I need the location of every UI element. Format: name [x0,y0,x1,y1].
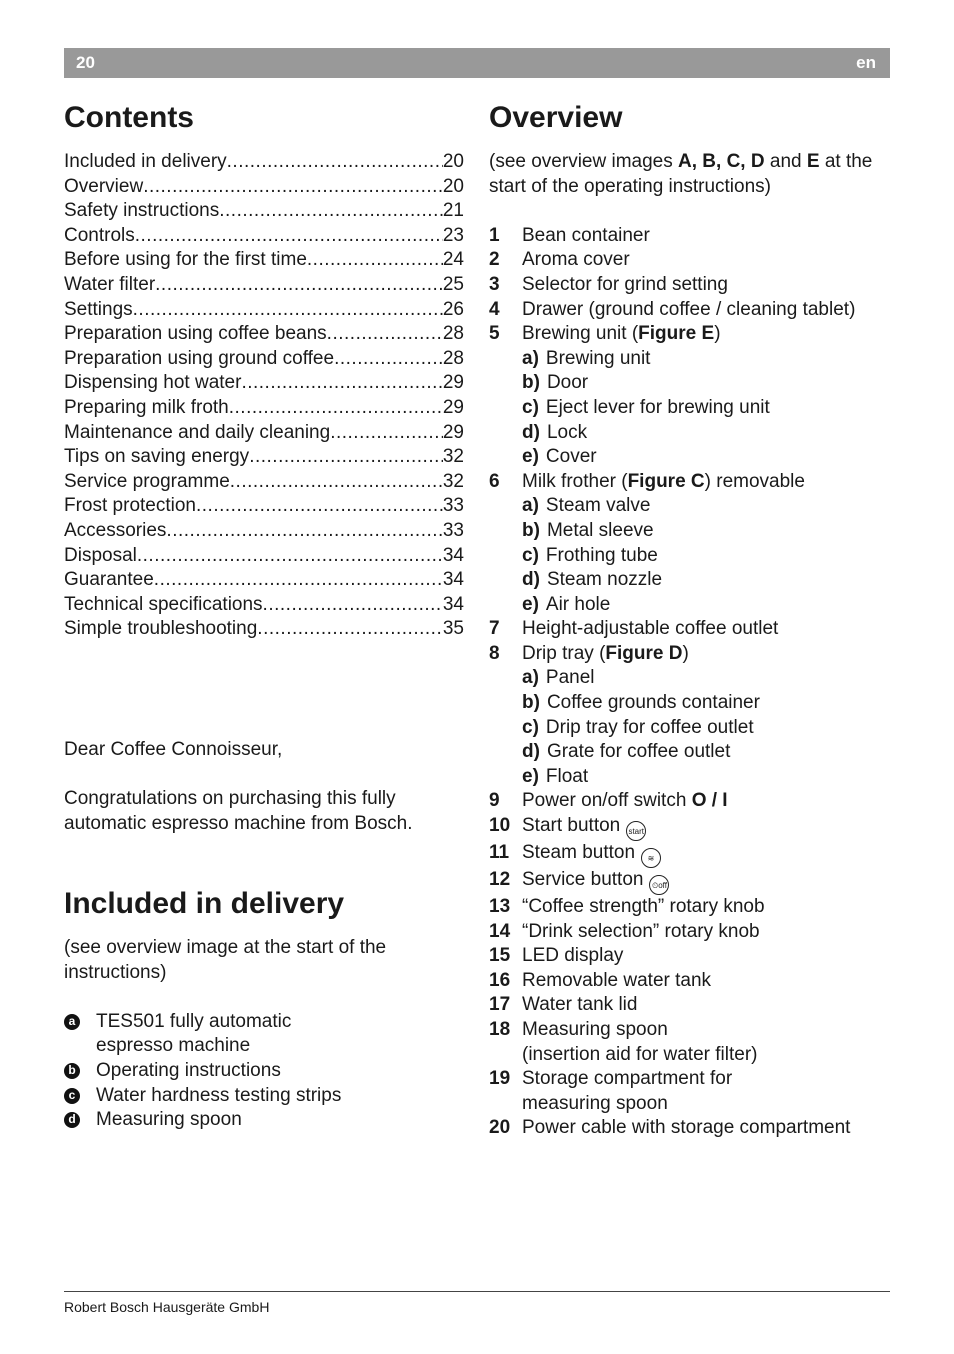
overview-item-label: Height-adjustable coffee outlet [522,618,779,640]
toc-entry [64,519,464,544]
toc-entry-title: Settings [64,298,133,320]
overview-item-label: Selector for grind setting [522,273,728,295]
toc-entry-page: 25 [442,273,464,295]
overview-item-label: Drawer (ground coffee / cleaning tablet) [522,298,856,320]
introduction [64,738,464,836]
toc-entry-title: Preparation using coffee beans [64,323,327,345]
toc-leader-dots [229,396,443,421]
overview-item-text [522,1067,732,1116]
overview-subitem [489,544,899,569]
toc-entry-title: Accessories [64,519,167,541]
toc-leader-dots [137,544,443,569]
subitem-letter: c) [522,544,539,566]
subitem-letter: a) [522,667,539,689]
toc-entry-page: 34 [442,593,464,615]
overview-list [489,224,899,1141]
subitem-letter: c) [522,396,539,418]
toc-leader-dots [143,175,443,200]
overview-subitem [489,445,899,470]
overview-item-text [522,617,778,642]
subitem-text: Frothing tube [545,544,658,566]
included-item-text [96,1059,281,1084]
overview-item-number: 2 [489,249,500,271]
overview-item-label: Service button [522,869,644,891]
overview-item-figure-ref: Figure D [605,642,683,664]
toc-entry-page: 26 [442,298,464,320]
overview-item-text [522,841,661,868]
overview-item-text [522,642,689,667]
subitem-letter: e) [522,765,539,787]
overview-item-text [522,920,760,945]
overview-item-number: 12 [489,869,511,891]
overview-item-text [522,273,728,298]
overview-item-number: 3 [489,273,500,295]
toc-entry-page: 35 [442,618,464,640]
toc-leader-dots [135,224,443,249]
toc-entry-title: Guarantee [64,569,154,591]
toc-entry [64,617,464,642]
overview-item-number: 1 [489,224,500,246]
overview-item-label: Storage compartment for [522,1068,733,1090]
service-off-icon: ⏲off [649,875,669,895]
included-item [64,1010,464,1059]
subitem-letter: b) [522,372,540,394]
overview-subitem [489,716,899,741]
subitem-letter: d) [522,569,540,591]
overview-item [489,789,899,814]
included-item-text [96,1084,341,1109]
header-bar [64,48,890,78]
overview-item-label-suffix: ) [714,323,721,345]
overview-item-number: 13 [489,896,511,918]
subitem-text: Steam nozzle [546,569,663,591]
overview-item-number: 5 [489,323,500,345]
overview-item-number: 18 [489,1019,511,1040]
toc-entry-title: Overview [64,175,144,197]
subitem-text: Lock [546,421,588,443]
toc-leader-dots [241,371,442,396]
toc-leader-dots [154,568,443,593]
left-column [64,96,464,1131]
included-item [64,1108,464,1133]
overview-item-number: 6 [489,470,500,492]
subitem-text: Panel [545,667,595,689]
overview-item-label: Brewing unit ( [522,323,639,345]
overview-subitem [489,494,899,519]
overview-item-number: 9 [489,790,500,812]
included-in-delivery-section [64,882,464,1133]
toc-entry [64,150,464,175]
toc-leader-dots [230,470,443,495]
toc-entry-title: Technical specifications [64,593,263,615]
item-letter-badge: b [64,1063,80,1079]
overview-item-label: Aroma cover [522,249,630,271]
toc-entry-title: Disposal [64,544,137,566]
toc-entry-title: Frost protection [64,495,196,517]
overview-item-label-cont: measuring spoon [522,1092,668,1114]
toc-entry-page: 28 [442,347,464,369]
toc-entry-title: Tips on saving energy [64,446,250,468]
toc-entry [64,322,464,347]
subitem-letter: b) [522,519,540,541]
toc-entry-title: Water filter [64,273,156,295]
overview-item-number: 15 [489,945,511,967]
toc-entry [64,445,464,470]
toc-entry-page: 28 [442,323,464,345]
subitem-text: Drip tray for coffee outlet [545,716,754,738]
overview-subitem [489,396,899,421]
overview-item-text [522,895,765,920]
table-of-contents [64,150,464,642]
included-item-text [96,1108,242,1133]
toc-entry-title: Service programme [64,470,230,492]
toc-entry-title: Dispensing hot water [64,372,242,394]
overview-subitem [489,740,899,765]
included-item [64,1059,464,1084]
overview-item-label-suffix: ) removable [704,470,805,492]
toc-leader-dots [155,273,443,298]
overview-item [489,224,899,249]
overview-item-label: Power on/off switch [522,790,692,812]
overview-item-label-cont: (insertion aid for water filter) [522,1043,758,1065]
toc-entry [64,568,464,593]
overview-item-text [522,298,855,323]
subitem-text: Metal sleeve [546,519,654,541]
overview-item [489,642,899,667]
overview-item [489,322,899,347]
toc-entry-page: 29 [442,372,464,394]
toc-entry-page: 29 [442,396,464,418]
overview-item-text [522,1018,757,1067]
toc-entry [64,175,464,200]
right-column [489,96,899,1141]
included-item [64,1084,464,1109]
overview-item [489,470,899,495]
toc-entry-title: Preparing milk froth [64,396,229,418]
toc-entry-title: Included in delivery [64,151,227,172]
toc-entry [64,396,464,421]
included-note: (see overview image at the start of the instructions) [64,937,387,983]
toc-entry-page: 20 [442,151,464,172]
overview-item-label: Start button [522,815,621,837]
overview-subitem [489,666,899,691]
toc-leader-dots [249,445,443,470]
toc-leader-dots [307,248,443,273]
toc-entry-page: 34 [442,544,464,566]
toc-entry-title: Controls [64,224,135,246]
subitem-text: Float [545,765,589,787]
included-item-line: espresso machine [96,1035,251,1057]
toc-entry [64,347,464,372]
toc-entry-page: 29 [442,421,464,443]
overview-item [489,944,899,969]
toc-entry-title: Safety instructions [64,200,220,222]
toc-entry-title: Maintenance and daily cleaning [64,421,331,443]
subitem-text: Steam valve [545,495,651,517]
overview-item [489,1116,899,1141]
overview-item [489,248,899,273]
toc-leader-dots [133,298,443,323]
toc-entry [64,470,464,495]
included-heading: Included in delivery [64,887,345,920]
toc-entry [64,593,464,618]
overview-item-label: Bean container [522,224,650,246]
overview-item-label: Drip tray ( [522,642,606,664]
toc-entry-page: 33 [442,495,464,517]
toc-leader-dots [257,617,443,642]
overview-item-text [522,789,728,814]
overview-item-figure-ref: O / I [691,790,728,812]
language-code: en [856,53,876,72]
overview-item-number: 11 [489,842,510,864]
overview-subitem [489,421,899,446]
footer-company: Robert Bosch Hausgeräte GmbH [64,1299,270,1315]
overview-item-figure-ref: Figure C [627,470,705,492]
start-icon: start [626,821,646,841]
toc-leader-dots [166,519,442,544]
overview-item-text [522,814,646,841]
overview-item-number: 7 [489,618,500,640]
toc-entry [64,421,464,446]
toc-entry-title: Before using for the first time [64,249,307,271]
included-item-line: Measuring spoon [96,1109,242,1131]
toc-entry [64,199,464,224]
overview-item-number: 17 [489,994,511,1016]
toc-entry-page: 33 [442,519,464,541]
overview-item-text [522,224,650,249]
subitem-text: Brewing unit [545,347,651,369]
subitem-letter: c) [522,716,539,738]
overview-item-number: 4 [489,298,500,320]
included-item-line: Water hardness testing strips [96,1084,342,1106]
subitem-letter: b) [522,692,540,714]
page-number: 20 [76,53,95,72]
toc-entry [64,371,464,396]
toc-entry-page: 21 [442,200,464,222]
overview-item-label: Water tank lid [522,994,638,1016]
overview-item-text [522,944,623,969]
overview-item-label-suffix: ) [682,642,689,664]
toc-entry-title: Simple troubleshooting [64,618,258,640]
overview-heading: Overview [489,101,623,134]
toc-entry [64,224,464,249]
toc-entry-page: 20 [442,175,464,197]
overview-item [489,1067,899,1116]
overview-item [489,814,899,841]
toc-entry [64,273,464,298]
toc-leader-dots [196,494,443,519]
overview-item-text [522,993,637,1018]
overview-item [489,617,899,642]
toc-leader-dots [263,593,443,618]
congratulations-text: Congratulations on purchasing this fully automatic espresso machine from Bosch. [64,788,413,834]
toc-entry [64,544,464,569]
contents-heading: Contents [64,101,194,134]
item-letter-badge: c [64,1088,80,1104]
overview-subitem [489,593,899,618]
subitem-text: Air hole [545,593,611,615]
overview-item-label: Removable water tank [522,969,712,991]
toc-entry [64,248,464,273]
toc-leader-dots [327,322,443,347]
overview-item [489,868,899,895]
subitem-text: Door [546,372,589,394]
subitem-text: Eject lever for brewing unit [545,396,770,418]
overview-item [489,895,899,920]
overview-item [489,273,899,298]
overview-subitem [489,691,899,716]
subitem-letter: d) [522,741,540,763]
salutation: Dear Coffee Connoisseur, [64,739,283,760]
included-list [64,1010,464,1133]
overview-item-text [522,470,805,495]
subitem-text: Grate for coffee outlet [546,741,731,763]
overview-item-number: 10 [489,815,511,837]
overview-item [489,969,899,994]
overview-item-text [522,969,711,994]
overview-item [489,298,899,323]
footer-divider [64,1291,890,1292]
toc-leader-dots [227,150,443,175]
overview-subitem [489,371,899,396]
included-item-line: TES501 fully automatic [96,1010,292,1032]
included-item-text [96,1010,291,1059]
overview-intro: (see overview images A, B, C, D and E at the start of the operating instructions) [489,151,873,197]
toc-entry-title: Preparation using ground coffee [64,347,335,369]
toc-entry-page: 34 [442,569,464,591]
overview-item-number: 14 [489,920,511,942]
overview-item-label: Milk frother ( [522,470,628,492]
overview-item [489,920,899,945]
overview-item [489,1018,899,1067]
toc-leader-dots [219,199,443,224]
overview-subitem [489,519,899,544]
subitem-text: Cover [545,446,597,468]
subitem-text: Coffee grounds container [546,692,760,714]
subitem-letter: a) [522,495,539,517]
toc-entry [64,494,464,519]
toc-entry-page: 24 [442,249,464,271]
toc-entry-page: 23 [442,224,464,246]
item-letter-badge: a [64,1014,80,1030]
subitem-letter: e) [522,593,539,615]
included-item-line: Operating instructions [96,1059,281,1081]
overview-item-text [522,248,630,273]
item-letter-badge: d [64,1112,80,1128]
toc-entry [64,298,464,323]
overview-item-label: Power cable with storage compartment [522,1117,851,1139]
subitem-letter: a) [522,347,539,369]
toc-leader-dots [330,421,443,446]
subitem-letter: d) [522,421,540,443]
overview-item-label: “Drink selection” rotary knob [522,920,760,942]
steam-icon: ≋ [641,848,661,868]
overview-item-number: 19 [489,1068,511,1090]
overview-subitem [489,347,899,372]
overview-item-text [522,868,669,895]
overview-item-label: “Coffee strength” rotary knob [522,896,765,918]
toc-entry-page: 32 [442,470,464,492]
overview-item-text [522,322,721,347]
overview-item-number: 20 [489,1117,511,1139]
overview-item-figure-ref: Figure E [638,323,715,345]
overview-item-label: Steam button [522,842,636,864]
overview-item-label: Measuring spoon [522,1019,668,1040]
overview-item-number: 16 [489,969,511,991]
toc-entry-page: 32 [442,446,464,468]
overview-item-number: 8 [489,642,500,664]
overview-subitem [489,765,899,790]
overview-item-label: LED display [522,945,624,967]
toc-leader-dots [334,347,443,372]
subitem-letter: e) [522,446,539,468]
overview-item-text [522,1116,850,1141]
overview-subitem [489,568,899,593]
overview-item [489,993,899,1018]
overview-item [489,841,899,868]
